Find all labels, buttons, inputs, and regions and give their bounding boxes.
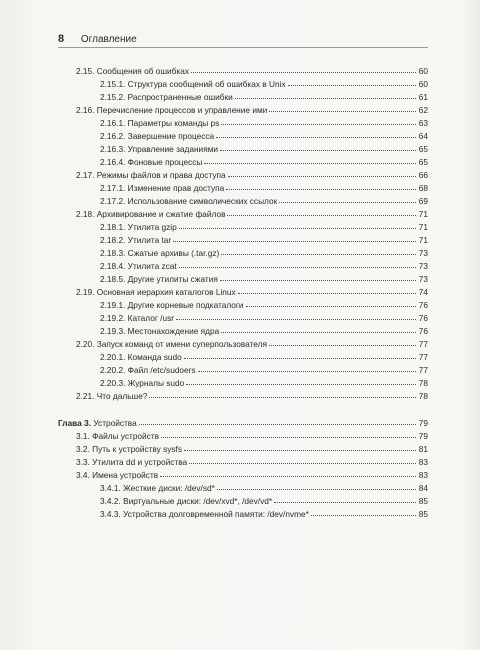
toc-entry-text: 2.19.2. Каталог /usr xyxy=(100,313,174,323)
toc-entry-title xyxy=(100,261,177,272)
toc-entry-text: Устройства xyxy=(93,418,137,428)
toc-page-number: 76 xyxy=(418,300,428,310)
toc-entry-text: 2.19.1. Другие корневые подкаталоги xyxy=(100,300,244,310)
toc-entry xyxy=(100,509,428,520)
toc-entry-title xyxy=(100,92,233,103)
dot-leader xyxy=(269,339,416,346)
dot-leader xyxy=(161,431,416,438)
toc-page-number: 74 xyxy=(418,287,428,297)
toc-entry xyxy=(100,222,428,233)
toc-entry-title xyxy=(100,222,177,233)
toc-entry xyxy=(100,365,428,376)
toc-page-number: 79 xyxy=(418,431,428,441)
toc-page-number: 63 xyxy=(418,118,428,128)
dot-leader xyxy=(228,170,416,177)
toc-entry-text: 2.18.4. Утилита zcat xyxy=(100,261,177,271)
toc-entry-text: 3.4.3. Устройства долговременной памяти: /dev/nvme* xyxy=(100,509,309,519)
dot-leader xyxy=(246,300,416,307)
toc-entry xyxy=(76,209,428,220)
toc-page-number: 77 xyxy=(418,339,428,349)
toc-page-number: 64 xyxy=(418,131,428,141)
toc-entry-text: 2.21. Что дальше? xyxy=(76,391,148,401)
dot-leader xyxy=(189,457,416,464)
toc-entry-text: 2.15.1. Структура сообщений об ошибках в Unix xyxy=(100,79,286,89)
toc-page-number: 71 xyxy=(418,209,428,219)
dot-leader xyxy=(179,261,416,268)
toc-page-number: 78 xyxy=(418,391,428,401)
dot-leader xyxy=(269,105,416,112)
toc-entry-title xyxy=(100,144,218,155)
toc-entry xyxy=(100,496,428,507)
toc-entry xyxy=(76,170,428,181)
toc-entry-title xyxy=(100,352,182,363)
toc-entry-text: 3.4.1. Жесткие диски: /dev/sd* xyxy=(100,483,215,493)
toc-entry-title xyxy=(76,105,267,116)
toc-entry-title xyxy=(76,444,182,455)
toc-entry-title xyxy=(100,248,219,259)
toc-entry xyxy=(76,287,428,298)
toc-entry-title xyxy=(76,287,236,298)
toc-entry-title xyxy=(100,157,202,168)
toc-entry-title xyxy=(76,470,158,481)
toc-entry-title xyxy=(76,431,159,442)
toc-entry-title xyxy=(100,79,286,90)
header-rule xyxy=(58,47,428,48)
toc-entry-text: 3.3. Утилита dd и устройства xyxy=(76,457,188,467)
toc-page-number: 83 xyxy=(418,457,428,467)
toc-entry-title xyxy=(76,391,147,402)
dot-leader xyxy=(179,222,416,229)
toc-chapter-number: Глава 3. xyxy=(58,418,92,428)
toc-entry-title xyxy=(100,131,214,142)
dot-leader xyxy=(226,183,416,190)
toc-page-number: 78 xyxy=(418,378,428,388)
toc-entry-text: 2.15.2. Распространенные ошибки xyxy=(100,92,233,102)
toc-entry xyxy=(100,92,428,103)
dot-leader xyxy=(149,391,416,398)
toc-entry-text: 2.20.2. Файл /etc/sudoers xyxy=(100,365,196,375)
toc-entry-text: 2.17. Режимы файлов и права доступа xyxy=(76,170,226,180)
toc-entry-text: 2.18.1. Утилита gzip xyxy=(100,222,177,232)
toc-entry xyxy=(100,313,428,324)
toc-entry xyxy=(76,105,428,116)
toc-page-number: 65 xyxy=(418,157,428,167)
toc-page-number: 68 xyxy=(418,183,428,193)
toc-entry xyxy=(76,391,428,402)
dot-leader xyxy=(216,131,416,138)
toc-entry-text: 2.16.3. Управление заданиями xyxy=(100,144,219,154)
toc-entry xyxy=(100,118,428,129)
toc-entry-text: 2.20. Запуск команд от имени суперпользователя xyxy=(76,339,267,349)
toc-entry xyxy=(100,300,428,311)
toc-page-number: 76 xyxy=(418,326,428,336)
running-header xyxy=(58,32,428,46)
dot-leader xyxy=(221,326,416,333)
toc-entry-text: 2.20.3. Журналы sudo xyxy=(100,378,185,388)
dot-leader xyxy=(235,92,416,99)
toc-entry-text: 2.20.1. Команда sudo xyxy=(100,352,182,362)
toc-entry xyxy=(100,235,428,246)
toc-entry-title xyxy=(100,509,309,520)
page-edge-shadow xyxy=(462,0,480,650)
dot-leader xyxy=(186,378,416,385)
dot-leader xyxy=(176,313,416,320)
dot-leader xyxy=(311,509,416,516)
toc-page-number: 81 xyxy=(418,444,428,454)
toc-entry-text: 2.17.2. Использование символических ссылок xyxy=(100,196,278,206)
page-number: 8 xyxy=(58,33,65,45)
header-title: Оглавление xyxy=(80,34,137,45)
toc-page-number: 76 xyxy=(418,313,428,323)
toc-entry xyxy=(100,261,428,272)
toc-entry-text: 2.19.3. Местонахождение ядра xyxy=(100,326,220,336)
dot-leader xyxy=(238,287,416,294)
toc-page-number: 85 xyxy=(418,509,428,519)
toc-entry-title xyxy=(76,66,189,77)
toc-page-number: 73 xyxy=(418,274,428,284)
toc-page-number: 73 xyxy=(418,261,428,271)
toc-entry-title xyxy=(100,378,184,389)
dot-leader xyxy=(217,483,416,490)
toc-page-number: 71 xyxy=(418,235,428,245)
toc-entry xyxy=(100,274,428,285)
toc-entry xyxy=(100,352,428,363)
toc-entry xyxy=(100,326,428,337)
toc-entry xyxy=(100,196,428,207)
dot-leader xyxy=(184,352,416,359)
toc-page-number: 66 xyxy=(418,170,428,180)
dot-leader xyxy=(191,66,416,73)
toc-page-number: 85 xyxy=(418,496,428,506)
toc-entry-title xyxy=(100,496,272,507)
toc-entry-title xyxy=(100,183,224,194)
toc-page-number: 71 xyxy=(418,222,428,232)
toc-entry-text: 3.4. Имена устройств xyxy=(76,470,159,480)
dot-leader xyxy=(160,470,416,477)
toc-entry xyxy=(100,131,428,142)
toc-entry xyxy=(76,444,428,455)
toc-entry-title xyxy=(100,365,196,376)
toc-entry-text: 2.16.1. Параметры команды ps xyxy=(100,118,220,128)
toc-entry-text: 3.1. Файлы устройств xyxy=(76,431,160,441)
toc-entry xyxy=(100,144,428,155)
toc-entry-text: 2.18.3. Сжатые архивы (.tar.gz) xyxy=(100,248,220,258)
toc-entry xyxy=(100,248,428,259)
toc-entry-title xyxy=(58,418,137,429)
toc-entry-text: 2.18. Архивирование и сжатие файлов xyxy=(76,209,226,219)
toc-entry xyxy=(76,66,428,77)
toc-page-number: 79 xyxy=(418,418,428,428)
toc-entry-text: 2.16. Перечисление процессов и управление ими xyxy=(76,105,268,115)
toc-entry xyxy=(76,457,428,468)
toc-entry-text: 2.18.2. Утилита tar xyxy=(100,235,172,245)
toc-entry-title xyxy=(100,196,277,207)
toc-entry-title xyxy=(100,118,219,129)
toc-entry-title xyxy=(100,274,218,285)
toc-entry-title xyxy=(100,235,171,246)
toc-entry-title xyxy=(100,483,215,494)
dot-leader xyxy=(220,274,416,281)
toc-entry-title xyxy=(76,209,225,220)
toc-page-number: 69 xyxy=(418,196,428,206)
toc-entry-text: 2.15. Сообщения об ошибках xyxy=(76,66,189,76)
toc-entry-title xyxy=(76,457,187,468)
toc-entry-title xyxy=(76,170,226,181)
toc-entry xyxy=(100,157,428,168)
toc-entry-text: 3.4.2. Виртуальные диски: /dev/xvd*, /dev/vd* xyxy=(100,496,273,506)
dot-leader xyxy=(220,144,416,151)
toc-entry-title xyxy=(100,313,174,324)
toc-entry xyxy=(100,79,428,90)
toc-entry xyxy=(100,378,428,389)
toc-page-number: 61 xyxy=(418,92,428,102)
dot-leader xyxy=(173,235,416,242)
toc-entry-text: 2.19. Основная иерархия каталогов Linux xyxy=(76,287,236,297)
toc-page-number: 73 xyxy=(418,248,428,258)
toc-entry-text: 3.2. Путь к устройству sysfs xyxy=(76,444,183,454)
dot-leader xyxy=(221,118,416,125)
dot-leader xyxy=(139,418,416,425)
dot-leader xyxy=(204,157,416,164)
dot-leader xyxy=(184,444,416,451)
toc-entry-text: 2.18.5. Другие утилиты сжатия xyxy=(100,274,218,284)
toc-chapter xyxy=(58,418,428,429)
toc-entry-title xyxy=(76,339,267,350)
toc-entry xyxy=(76,470,428,481)
toc-page-number: 60 xyxy=(418,79,428,89)
dot-leader xyxy=(221,248,416,255)
toc-entry xyxy=(76,339,428,350)
toc-entry xyxy=(100,483,428,494)
dot-leader xyxy=(227,209,416,216)
toc-page-number: 77 xyxy=(418,365,428,375)
dot-leader xyxy=(198,365,416,372)
dot-leader xyxy=(279,196,416,203)
toc-entry-title xyxy=(100,326,219,337)
toc-page-number: 84 xyxy=(418,483,428,493)
toc-page-number: 77 xyxy=(418,352,428,362)
toc-entry-text: 2.17.1. Изменение прав доступа xyxy=(100,183,225,193)
toc-entry-title xyxy=(100,300,244,311)
toc-page-number: 65 xyxy=(418,144,428,154)
toc-entry xyxy=(76,431,428,442)
toc-page-number: 60 xyxy=(418,66,428,76)
toc-entry xyxy=(100,183,428,194)
dot-leader xyxy=(274,496,416,503)
toc-entry-text: 2.16.2. Завершение процесса xyxy=(100,131,215,141)
toc-page-number: 62 xyxy=(418,105,428,115)
toc-page-number: 83 xyxy=(418,470,428,480)
toc-entry-text: 2.16.4. Фоновые процессы xyxy=(100,157,203,167)
dot-leader xyxy=(288,79,416,86)
